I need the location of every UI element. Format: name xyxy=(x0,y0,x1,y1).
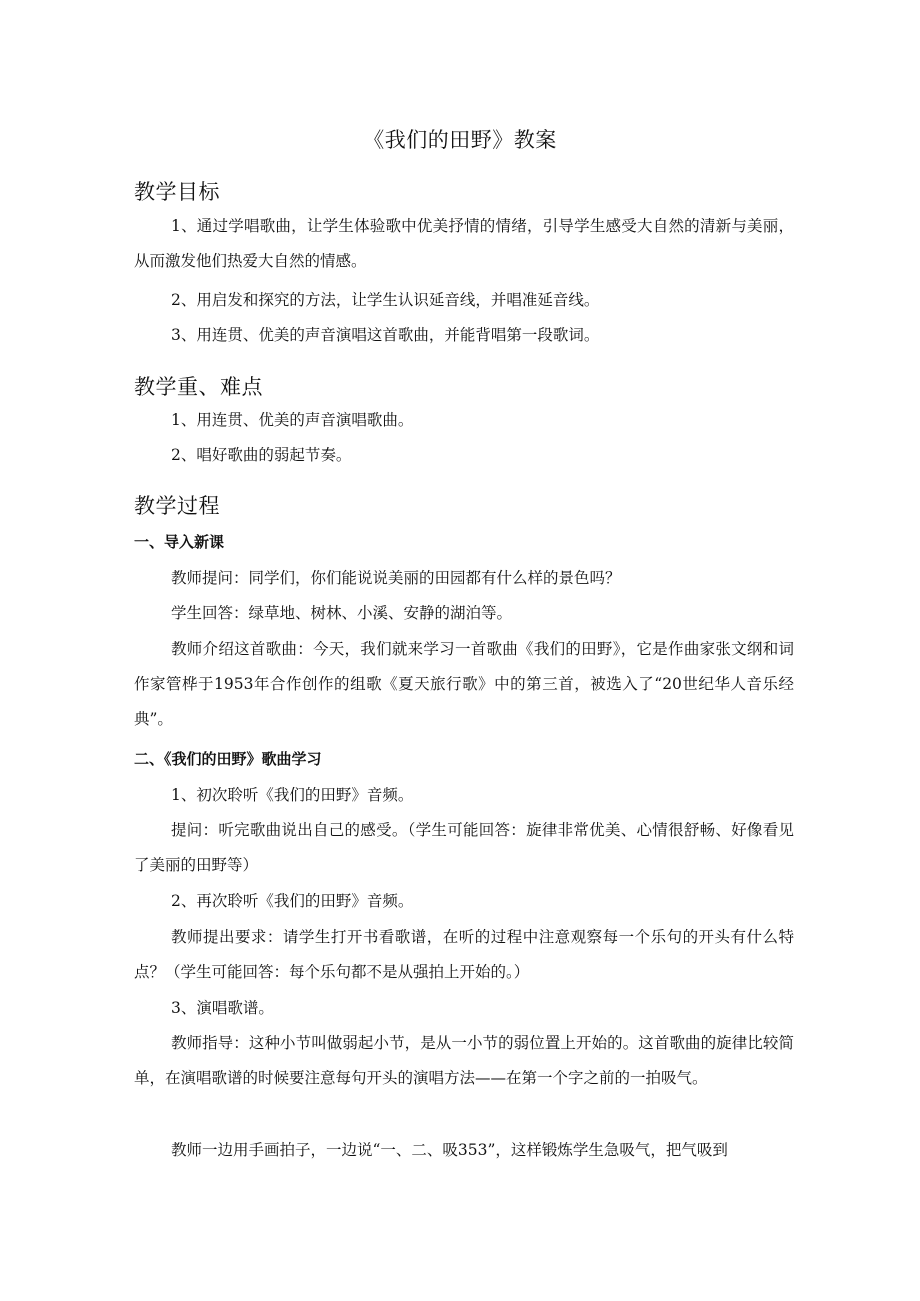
subheading-part2: 二、《我们的田野》歌曲学习 xyxy=(134,750,322,768)
part1-paragraph: 教师介绍这首歌曲：今天，我们就来学习一首歌曲《我们的田野》，它是作曲家张文纲和词作家管桦于1953年合作创作的组歌《夏天旅行歌》中的第三首，被选入了“20世纪华人音乐经典”。 xyxy=(134,640,794,728)
goal-item-3: 3、用连贯、优美的声音演唱这首歌曲，并能背唱第一段歌词。 xyxy=(171,326,600,344)
part1-paragraph: 教师提问：同学们，你们能说说美丽的田园都有什么样的景色吗？ xyxy=(171,569,621,587)
part1-paragraph: 学生回答：绿草地、树林、小溪、安静的湖泊等。 xyxy=(171,604,513,622)
heading-key-points: 教学重、难点 xyxy=(134,375,263,399)
subheading-part1: 一、导入新课 xyxy=(134,533,225,551)
part2-paragraph: 2、再次聆听《我们的田野》音频。 xyxy=(171,892,414,910)
heading-teaching-process: 教学过程 xyxy=(134,494,220,518)
part2-paragraph: 教师提出要求：请学生打开书看歌谱，在听的过程中注意观察每一个乐句的开头有什么特点？（学生可能回答：每个乐句都不是从强拍上开始的。） xyxy=(134,928,794,981)
part2-paragraph: 3、演唱歌谱。 xyxy=(171,999,274,1017)
goal-item-1: 1、通过学唱歌曲，让学生体验歌中优美抒情的情绪，引导学生感受大自然的清新与美丽，从而激发他们热爱大自然的情感。 xyxy=(134,217,794,270)
key-point-1: 1、用连贯、优美的声音演唱歌曲。 xyxy=(171,411,414,429)
heading-teaching-goals: 教学目标 xyxy=(134,180,220,204)
part2-paragraph: 教师指导：这种小节叫做弱起小节，是从一小节的弱位置上开始的。这首歌曲的旋律比较简单，在演唱歌谱的时候要注意每句开头的演唱方法——在第一个字之前的一拍吸气。 xyxy=(134,1034,794,1087)
part2-paragraph: 教师一边用手画拍子，一边说“一、二、吸353”，这样锻炼学生急吸气，把气吸到 xyxy=(171,1141,728,1159)
goal-item-2: 2、用启发和探究的方法，让学生认识延音线，并唱准延音线。 xyxy=(171,291,600,309)
document-title: 《我们的田野》教案 xyxy=(363,128,557,152)
key-point-2: 2、唱好歌曲的弱起节奏。 xyxy=(171,446,352,464)
part2-paragraph: 提问：听完歌曲说出自己的感受。（学生可能回答：旋律非常优美、心情很舒畅、好像看见了美丽的田野等） xyxy=(134,821,794,874)
part2-paragraph: 1、初次聆听《我们的田野》音频。 xyxy=(171,786,414,804)
